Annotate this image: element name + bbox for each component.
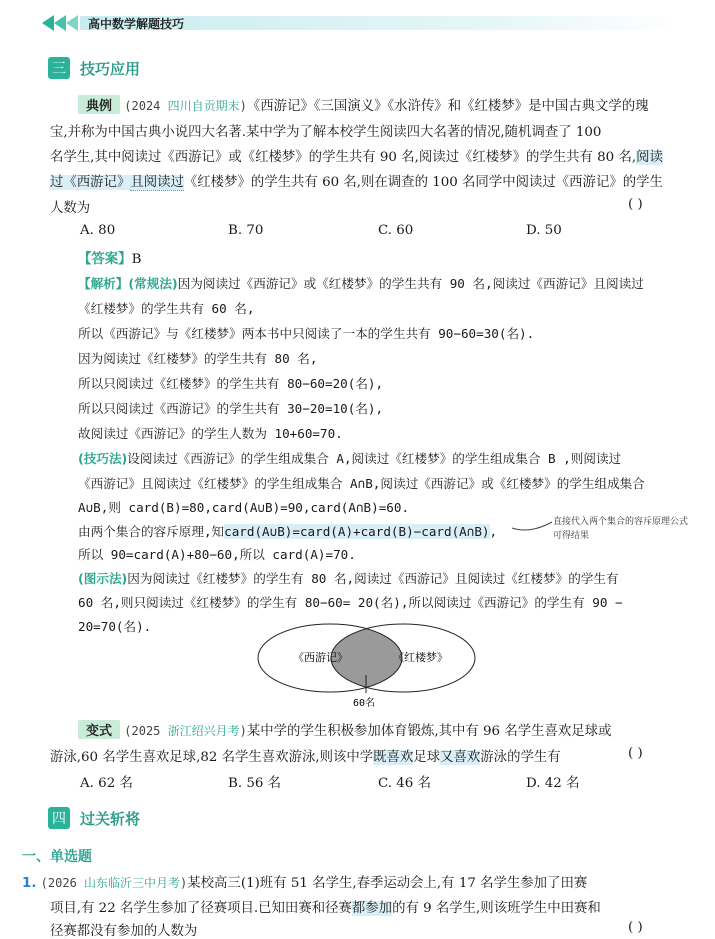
venn-diagram	[255, 615, 485, 710]
example-source: (2024 四川自贡期末)	[124, 99, 247, 113]
example-line-1	[78, 95, 649, 114]
analysis-line-7: 故阅读过《西游记》的学生人数为 10+60=70.	[78, 426, 343, 441]
venn-left-label: 《西游记》	[293, 651, 348, 664]
option-b: B. 70	[228, 223, 264, 238]
answer-line: 【答案】B	[78, 252, 142, 267]
header-title: 高中数学解题技巧	[88, 17, 185, 31]
variant-option-d: D. 42 名	[526, 776, 580, 791]
method2-line-5: 所以 90=card(A)+80−60,所以 card(A)=70.	[78, 547, 356, 562]
question-1-answer-blank: ( )	[628, 920, 643, 935]
section-heading-4	[48, 806, 140, 830]
analysis-line-6: 所以只阅读过《西游记》的学生共有 30−20=10(名),	[78, 401, 384, 416]
analysis-line-2: 《红楼梦》的学生共有 60 名,	[78, 301, 255, 316]
method2-line-4: 由两个集合的容斥原理,知card(A∪B)=card(A)+card(B)−card(A∩B),	[78, 524, 498, 539]
variant-line-2: 游泳,60 名学生喜欢足球,82 名学生喜欢游泳,则该中学既喜欢足球又喜欢游泳的学生有	[50, 750, 561, 765]
example-line-3: 名学生,其中阅读过《西游记》或《红楼梦》的学生共有 90 名,阅读过《红楼梦》的学生共有 80 名,阅读	[50, 150, 663, 165]
margin-note: 直接代入两个集合的容斥原理公式可得结果	[553, 517, 689, 541]
method2-line-3: A∪B,则 card(B)=80,card(A∪B)=90,card(A∩B)=60.	[78, 500, 410, 515]
answer-blank: ( )	[628, 197, 643, 212]
venn-right-label: 《红楼梦》	[393, 651, 448, 664]
method3-line-3: 20=70(名).	[78, 619, 152, 634]
section-badge: 四	[48, 807, 70, 829]
single-choice-heading: 一、单选题	[22, 849, 92, 865]
example-line-2: 宝,并称为中国古典小说四大名著.某中学为了解本校学生阅读四大名著的情况,随机调查了 100	[50, 125, 602, 140]
option-c: C. 60	[378, 223, 414, 238]
analysis-line-3: 所以《西游记》与《红楼梦》两本书中只阅读了一本的学生共有 90−60=30(名).	[78, 326, 535, 341]
example-text-1: 《西游记》《三国演义》《水浒传》和《红楼梦》是中国古典文学的瑰	[246, 99, 649, 114]
option-d: D. 50	[526, 223, 562, 238]
note-pointer-icon	[510, 516, 554, 536]
section-heading-3	[48, 56, 140, 80]
method2-line-2: 《西游记》且阅读过《红楼梦》的学生组成集合 A∩B,阅读过《西游记》或《红楼梦》的学生组成集合	[78, 476, 645, 491]
section-title: 技巧应用	[80, 59, 141, 78]
variant-source: (2025 浙江绍兴月考)	[124, 724, 247, 738]
method3-line-1: (图示法)因为阅读过《红楼梦》的学生有 80 名,阅读过《西游记》且阅读过《红楼梦》的学生有	[78, 571, 619, 586]
question-1-line-1: 1. (2026 山东临沂三中月考)某校高三(1)班有 51 名学生,春季运动会上,有 17 名学生参加了田赛	[22, 876, 588, 891]
question-1-line-3: 径赛都没有参加的人数为	[50, 924, 198, 939]
option-a: A. 80	[80, 223, 116, 238]
variant-option-a: A. 62 名	[80, 776, 133, 791]
page-header	[40, 12, 680, 34]
section-badge: 三	[48, 57, 70, 79]
method3-line-2: 60 名,则只阅读过《红楼梦》的学生有 80−60= 20(名),所以阅读过《西游记》的学生有 90 −	[78, 595, 623, 610]
variant-answer-blank: ( )	[628, 746, 643, 761]
analysis-line-4: 因为阅读过《红楼梦》的学生共有 80 名,	[78, 351, 318, 366]
variant-tag: 变式	[78, 720, 120, 739]
example-line-4: 过《西游记》且阅读过《红楼梦》的学生共有 60 名,则在调查的 100 名同学中阅读过《西游记》的学生	[50, 175, 663, 190]
example-tag: 典例	[78, 95, 120, 114]
method2-line-1: (技巧法)设阅读过《西游记》的学生组成集合 A,阅读过《红楼梦》的学生组成集合 B ,则阅读过	[78, 451, 622, 466]
analysis-line-1: 【解析】(常规法)因为阅读过《西游记》或《红楼梦》的学生共有 90 名,阅读过《西游记》且阅读过	[78, 276, 644, 291]
section-title: 过关斩将	[80, 809, 141, 828]
inclusion-exclusion-formula: card(A∪B)=card(A)+card(B)−card(A∩B)	[224, 524, 490, 539]
analysis-line-5: 所以只阅读过《红楼梦》的学生共有 80−60=20(名),	[78, 376, 384, 391]
example-line-5: 人数为	[50, 201, 91, 216]
variant-option-c: C. 46 名	[378, 776, 431, 791]
question-1-line-2: 项目,有 22 名学生参加了径赛项目.已知田赛和径赛都参加的有 9 名学生,则该班学生中田赛和	[50, 901, 601, 916]
variant-option-b: B. 56 名	[228, 776, 282, 791]
venn-center-label: 60名	[353, 698, 376, 709]
variant-line-1: 变式 (2025 浙江绍兴月考)某中学的学生积极参加体育锻炼,其中有 96 名学生喜欢足球或	[78, 720, 611, 739]
